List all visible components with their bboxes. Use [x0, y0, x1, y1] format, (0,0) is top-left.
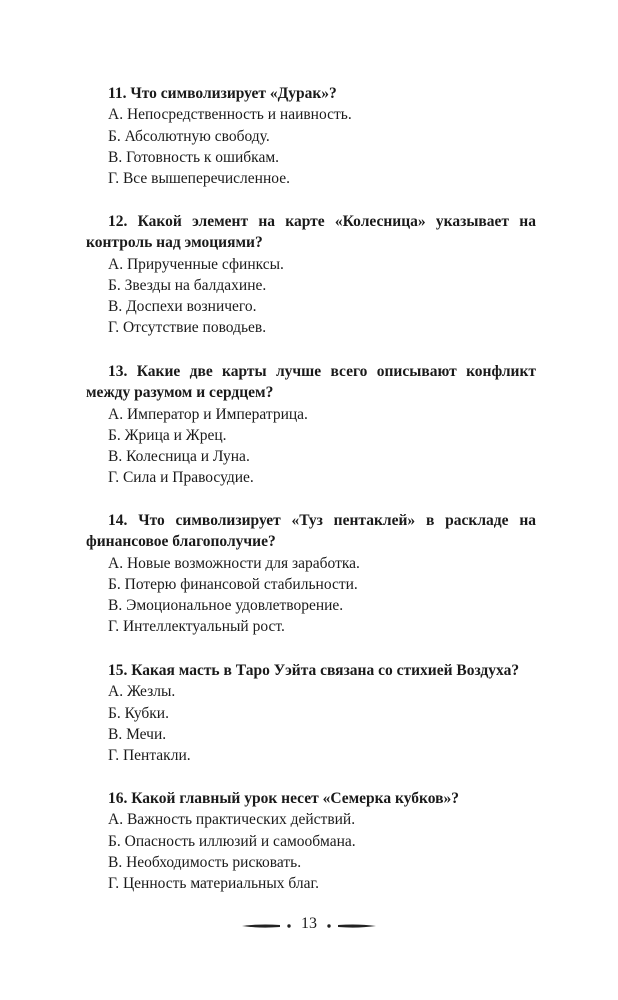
answer-option: В. Эмоциональное удовлетворение. [108, 597, 344, 615]
answer-list [86, 809, 536, 894]
page-number: 13 [301, 915, 317, 932]
answer-option: В. Колесница и Луна. [108, 448, 250, 466]
answer-option: А. Император и Императрица. [108, 405, 308, 423]
answer-option: Б. Опасность иллюзий и самообмана. [108, 832, 356, 850]
question-11 [86, 83, 536, 189]
answer-option: Б. Абсолютную свободу. [108, 127, 270, 145]
answer-list [86, 404, 536, 489]
answer-option: Г. Сила и Правосудие. [108, 469, 254, 487]
answer-option: Г. Отсутствие поводьев. [108, 319, 267, 337]
answer-list [86, 104, 536, 189]
answer-option: Б. Звезды на балдахине. [108, 276, 267, 294]
question-title: 16. Какой главный урок несет «Семерка кубков»? [108, 790, 459, 807]
answer-list [86, 681, 536, 766]
answer-option: Г. Интеллектуальный рост. [108, 618, 285, 636]
answer-option: В. Доспехи возничего. [108, 298, 257, 316]
right-ornament-icon [323, 914, 378, 938]
answer-option: Г. Ценность материальных благ. [108, 875, 319, 893]
answer-option: А. Важность практических действий. [108, 811, 356, 829]
answer-option: Б. Потерю финансовой стабильности. [108, 575, 358, 593]
answer-option: Б. Жрица и Жрец. [108, 426, 227, 444]
page-footer [0, 914, 618, 938]
question-title: 12. Какой элемент на карте «Колесница» указывает на контроль над эмоциями? [86, 213, 536, 252]
question-14 [86, 510, 536, 638]
question-title: 11. Что символизирует «Дурак»? [108, 85, 337, 102]
answer-option: В. Необходимость рисковать. [108, 853, 302, 871]
answer-option: А. Жезлы. [108, 683, 176, 701]
question-title: 15. Какая масть в Таро Уэйта связана со стихией Воздуха? [108, 662, 520, 679]
answer-option: Б. Кубки. [108, 704, 169, 722]
answer-option: В. Мечи. [108, 725, 167, 743]
answer-option: А. Непосредственность и наивность. [108, 106, 352, 124]
answer-option: Г. Все вышеперечисленное. [108, 170, 290, 188]
question-12 [86, 211, 536, 339]
question-title: 14. Что символизирует «Туз пентаклей» в раскладе на финансовое благополучие? [86, 512, 536, 551]
answer-option: Г. Пентакли. [108, 747, 191, 765]
question-15 [86, 660, 536, 766]
answer-option: В. Готовность к ошибкам. [108, 148, 280, 166]
question-16 [86, 788, 536, 894]
answer-option: А. Новые возможности для заработка. [108, 554, 360, 572]
answer-list [86, 553, 536, 638]
answer-list [86, 254, 536, 339]
question-13 [86, 361, 536, 489]
question-title: 13. Какие две карты лучше всего описывают конфликт между разумом и сердцем? [86, 363, 536, 402]
answer-option: А. Прирученные сфинксы. [108, 255, 284, 273]
